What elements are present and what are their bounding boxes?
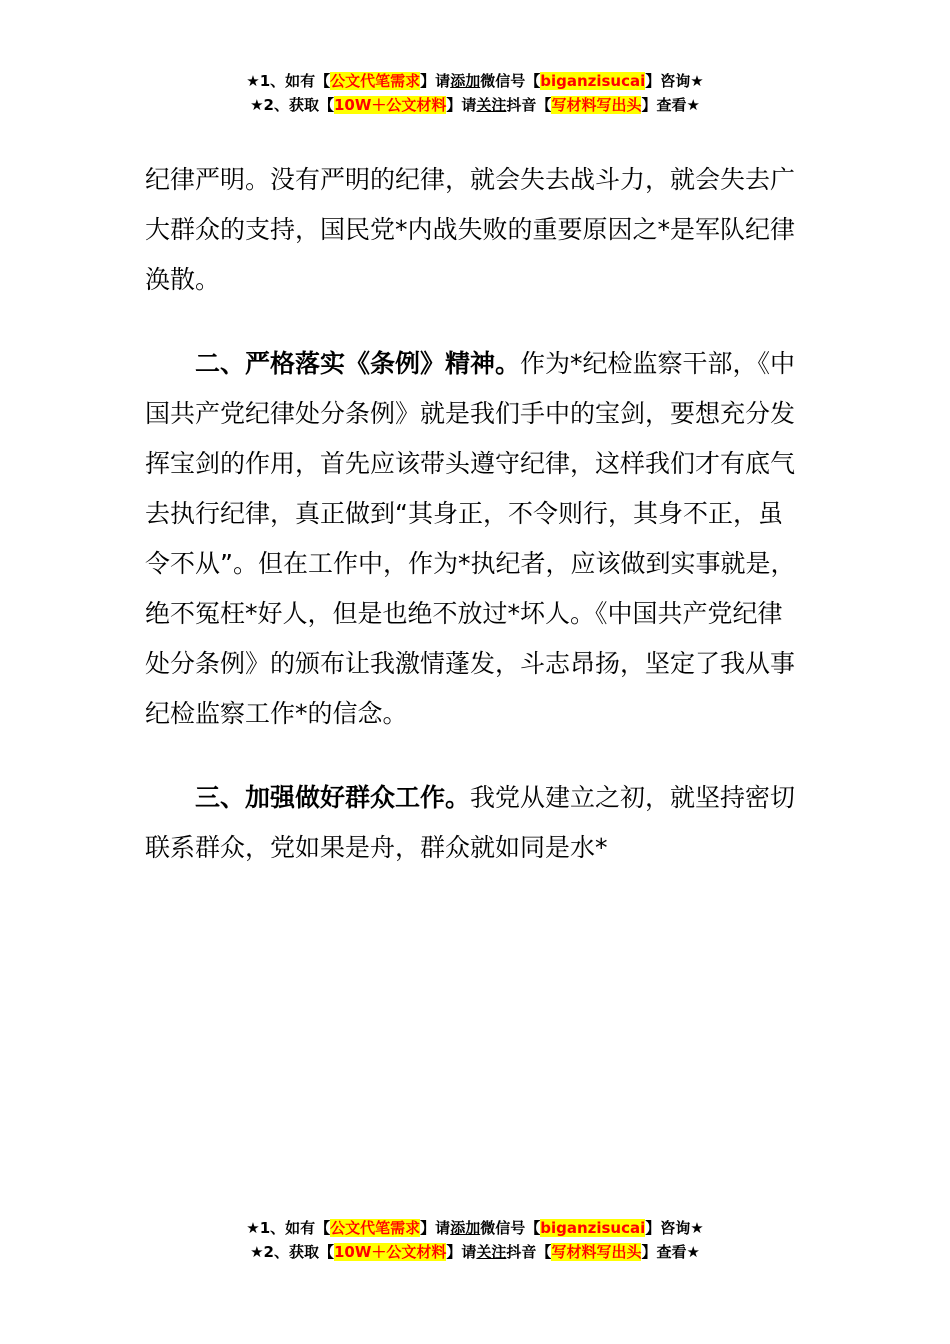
banner-text: 微信号【: [480, 72, 541, 90]
highlight-douyin-account: 写材料写出头: [551, 1243, 642, 1261]
highlight-materials: 10W＋公文材料: [333, 96, 447, 114]
header-banner: [0, 69, 950, 117]
banner-text: ★2、获取【: [250, 1243, 334, 1261]
banner-text: 】请: [446, 96, 477, 114]
banner-text: 】查看★: [641, 96, 700, 114]
highlight-service: 公文代笔需求: [330, 1219, 421, 1237]
banner-text: 】咨询★: [645, 72, 704, 90]
underlined-text: 添加: [450, 72, 481, 90]
banner-text: 微信号【: [480, 1219, 541, 1237]
banner-line-1: [0, 1216, 950, 1240]
document-body: [145, 155, 805, 873]
banner-text: 抖音【: [506, 1243, 552, 1261]
highlight-service: 公文代笔需求: [330, 72, 421, 90]
highlight-douyin-account: 写材料写出头: [551, 96, 642, 114]
underlined-text: 关注: [476, 96, 507, 114]
paragraph-3: [145, 773, 805, 873]
section-heading-3: 三、加强做好群众工作。: [195, 783, 471, 812]
highlight-materials: 10W＋公文材料: [333, 1243, 447, 1261]
banner-text: ★2、获取【: [250, 96, 334, 114]
banner-text: 】查看★: [641, 1243, 700, 1261]
paragraph-3-text: 我党从建立之初，就坚持密切联系群众，党如果是舟，群众就如同是水*: [145, 783, 796, 862]
banner-text: 】咨询★: [645, 1219, 704, 1237]
banner-text: ★1、如有【: [246, 72, 331, 90]
banner-text: 抖音【: [506, 96, 552, 114]
footer-banner: [0, 1216, 950, 1264]
banner-text: 】请: [420, 1219, 451, 1237]
section-heading-2: 二、严格落实《条例》精神。: [195, 349, 521, 378]
banner-line-2: [0, 93, 950, 117]
paragraph-1: 纪律严明。没有严明的纪律，就会失去战斗力，就会失去广大群众的支持，国民党*内战失败的重要原因之*是军队纪律涣散。: [145, 165, 796, 294]
banner-text: 】请: [446, 1243, 477, 1261]
highlight-wechat-id: biganzisucai: [540, 1219, 646, 1237]
underlined-text: 添加: [450, 1219, 481, 1237]
paragraph-2: [145, 339, 805, 739]
banner-text: ★1、如有【: [246, 1219, 331, 1237]
banner-text: 】请: [420, 72, 451, 90]
highlight-wechat-id: biganzisucai: [540, 72, 646, 90]
paragraph-2-text: 作为*纪检监察干部，《中国共产党纪律处分条例》就是我们手中的宝剑，要想充分发挥宝剑的作用，首先应该带头遵守纪律，这样我们才有底气去执行纪律，真正做到“其身正，不令则行，其身不正，虽令不从”。但在工作中，作为*执纪者，应该做到实事就是，绝不冤枉*好人，但是也绝不放过*坏人。《中国共产党纪律处分条例》的颁布让我激情蓬发，斗志昂扬，坚定了我从事纪检监察工作*的信念。: [145, 349, 796, 728]
banner-line-1: [0, 69, 950, 93]
underlined-text: 关注: [476, 1243, 507, 1261]
banner-line-2: [0, 1240, 950, 1264]
